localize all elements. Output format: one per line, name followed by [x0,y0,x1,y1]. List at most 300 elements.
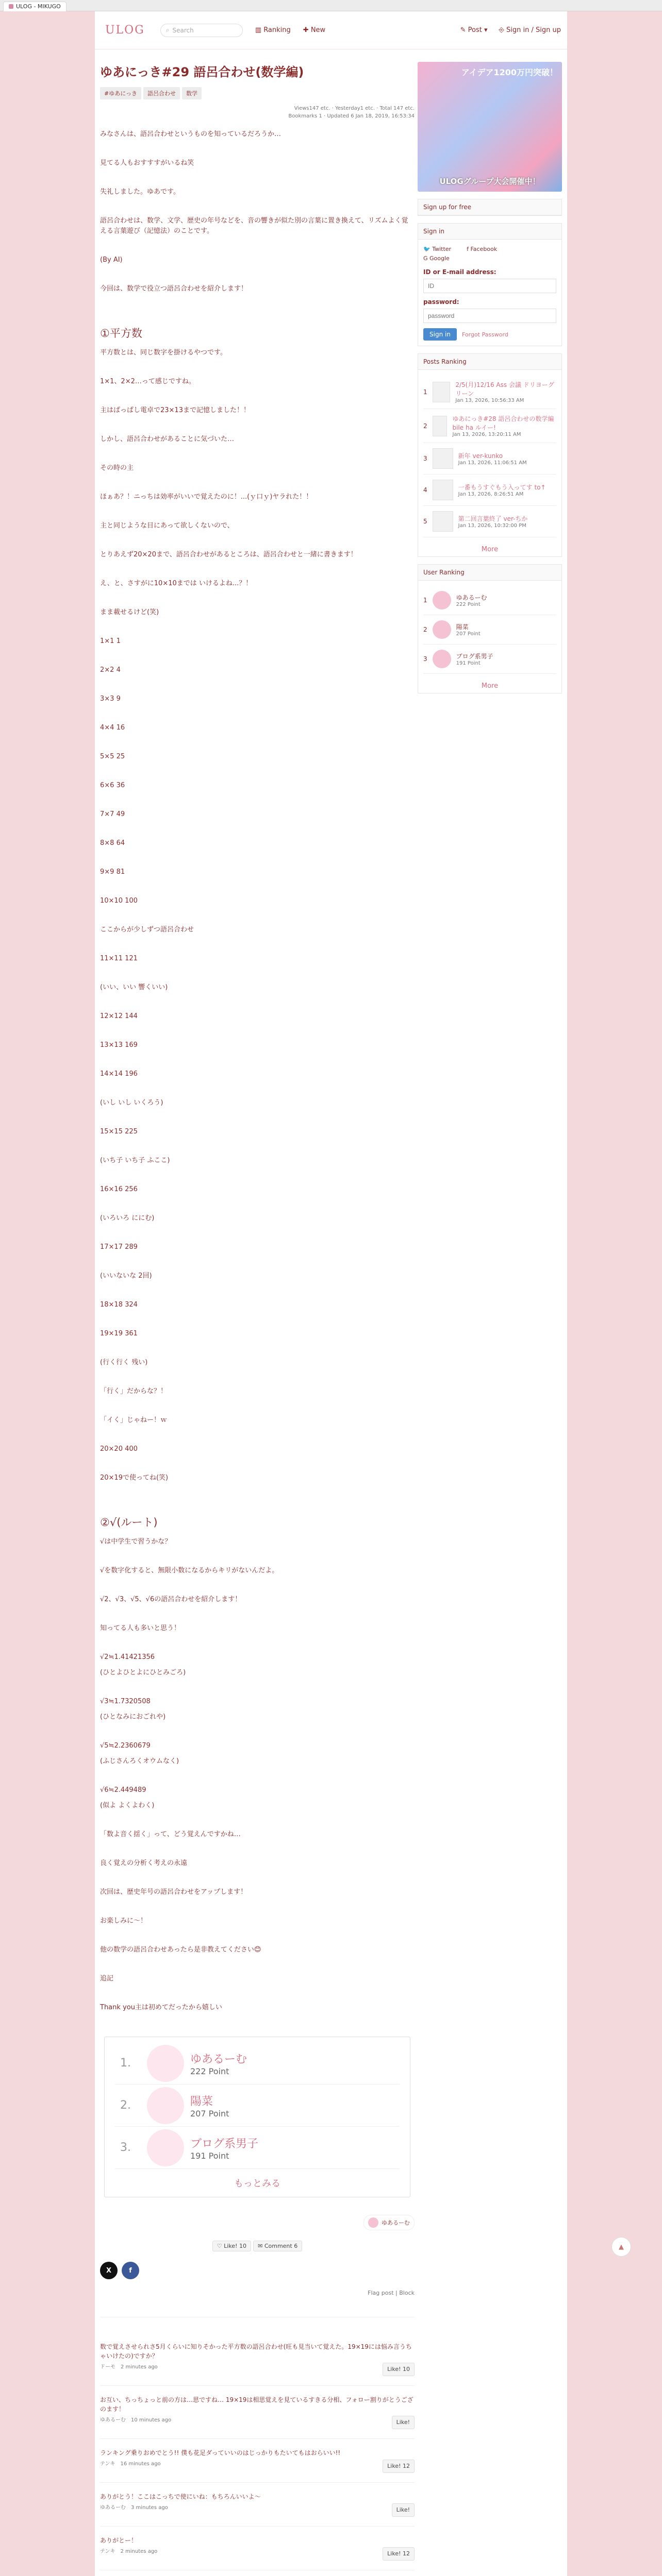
spacer [100,299,415,313]
root-line: √2≒1.41421356 [100,1653,155,1661]
posts-ranking-title: Posts Ranking [418,354,561,370]
root-line: √3≒1.7320508 [100,1698,151,1705]
author-chip[interactable] [363,2215,415,2230]
spacer [100,392,415,405]
ranking-number: 1. [120,2057,131,2070]
tag-item[interactable]: 数学 [182,87,202,99]
comment-like-button[interactable]: Like! [392,2416,415,2429]
comment-like-button[interactable]: Like! 12 [383,2547,415,2561]
google-login-label: Google [429,255,450,262]
closing-paragraph: 次回は、歴史年号の語呂合わせをアップします！ [100,1888,247,1896]
twitter-icon: 🐦 [423,246,431,252]
square-line: 「行く」だからな？！ [100,1387,168,1395]
square-line: (いい、いい 響くいい) [100,984,168,991]
google-login[interactable] [423,254,451,263]
post-rank-number: 3 [423,455,427,462]
post-title[interactable]: 新年 ver-kunko [458,452,503,460]
post-title[interactable]: 第二回言葉終了 ver-ちか [458,515,528,522]
user-text [456,593,487,607]
signup-widget [418,199,562,216]
nav-signin[interactable]: ⎆ Sign in / Sign up [499,26,561,34]
comment [100,2570,415,2576]
post-thumbnail [433,416,448,436]
meta-updated: Bookmarks 1 · Updated 6 Jan 18, 2019, 16:53:34 [288,113,415,119]
spacer [100,1171,415,1184]
comment [100,2483,415,2527]
square-line: 2×2 4 [100,666,121,674]
square-line: 19×19 361 [100,1330,138,1337]
spacer [100,1874,415,1887]
user-text [456,652,493,666]
square-line: (いち子 いち子 ふここ) [100,1157,170,1164]
user-rank-number: 1 [423,597,427,604]
posts-more-link[interactable]: More [481,546,499,553]
spacer [100,1960,415,1974]
square-line: 15×15 225 [100,1128,138,1136]
search-placeholder: Search [172,26,194,34]
scroll-top-button[interactable] [611,2237,631,2257]
user-ranking-row[interactable] [423,645,556,674]
comment [100,2439,415,2483]
ranking-number: 3. [120,2141,131,2154]
post-meta: Jan 13, 2026, 10:32:00 PM [458,523,526,529]
search-icon: ⌕ [166,26,170,33]
signup-title[interactable]: Sign up for free [418,199,561,215]
ranking-row[interactable] [115,2084,400,2127]
browser-tabbar [0,0,662,11]
closing-paragraph: 追記 [100,1975,114,1982]
section-paragraph: 主はぱっぱし電卓で23×13まで記憶しました！！ [100,406,250,414]
comment-text: ランキング乗りおめでとう!! 僕も花足ダっていいのはじっかりもたいてもはおらいい!! [100,2449,341,2456]
spacer [100,594,415,607]
spacer [100,2018,415,2031]
post-text [458,483,546,497]
user-ranking-row[interactable] [423,615,556,645]
spacer [100,1683,415,1697]
square-line: (行く行く 残い) [100,1359,148,1366]
closing-paragraph: 「数よ音く揺く」って、どう覚えんですかね… [100,1831,241,1838]
spacer [100,998,415,1011]
spacer [100,1845,415,1858]
spacer [100,940,415,954]
post-thumbnail [433,511,453,532]
square-line: 1×1 1 [100,637,121,645]
spacer [100,623,415,636]
root-line: (ひとよひとよにひとみごろ) [100,1669,186,1676]
spacer [100,1084,415,1098]
spacer [100,767,415,781]
comment [100,2386,415,2439]
ranking-name: 陽菜 [190,2095,213,2108]
ranking-points: 222 Point [190,2066,229,2076]
spacer [100,270,415,284]
user-name: 陽菜 [456,623,469,631]
promo-banner[interactable] [418,62,562,192]
like-count: 10 [239,2243,246,2249]
square-line: 9×9 81 [100,868,125,876]
comment-author[interactable]: テンキ [100,2461,115,2467]
comment-like-button[interactable]: Like! [392,2503,415,2517]
intro-paragraph: みなさんは、語呂合わせというものを知っているだろうか… [100,130,282,138]
nav-post-label: Post [468,26,482,34]
spacer [100,174,415,187]
spacer [100,145,415,158]
reaction-bar [100,2241,415,2251]
comment-list [100,2317,415,2576]
post-ranking-row[interactable] [423,506,556,537]
comment-meta [100,2503,415,2517]
spacer [100,1931,415,1945]
closing-paragraph: お楽しみに〜！ [100,1917,147,1925]
comment [100,2333,415,2386]
ranking-row[interactable] [115,2042,400,2084]
spacer [100,1258,415,1271]
spacer [100,242,415,255]
comment-time: 16 minutes ago [120,2461,161,2467]
square-line: 5×5 25 [100,753,125,760]
square-line: 12×12 144 [100,1012,138,1020]
spacer [100,796,415,809]
id-label: ID or E-mail address: [423,268,496,276]
square-line: 3×3 9 [100,695,121,703]
comment-meta [100,2460,415,2473]
tab-title: ULOG - MIKUGO [16,3,61,10]
nav-new[interactable]: ✚ New [303,26,326,34]
banner-text: ULOGグループ大会開催中！ [439,177,540,186]
spacer [100,709,415,723]
spacer [100,1344,415,1358]
closing-paragraph: 良く覚えの分析く考えの永遠 [100,1859,188,1867]
signin-button[interactable]: Sign in [423,328,457,341]
flag-post-link[interactable]: Flag post [368,2290,394,2296]
flag-block: Flag post | Block [368,2290,415,2296]
post-text [458,451,527,466]
section-paragraph: え、と、さすがに10×10までは いけるよね...？！ [100,580,253,587]
facebook-icon: f [467,246,469,252]
square-line: 18×18 324 [100,1301,138,1309]
post-meta: Jan 13, 2026, 8:26:51 AM [458,492,524,497]
intro-paragraph: 見てる人もおすすすがいるね笑 [100,159,194,167]
post-meta: Jan 13, 2026, 11:06:51 AM [458,460,527,466]
spacer [100,565,415,579]
nav-signin-label: Sign in / Sign up [506,26,561,34]
signin-title: Sign in [418,224,561,240]
facebook-login-label: Facebook [470,246,498,252]
square-line: 13×13 169 [100,1041,138,1049]
spacer [100,1903,415,1916]
post-text [452,414,556,437]
spacer [100,1639,415,1652]
post-title[interactable]: ゆあにっき#28 語呂合わせの数学編 bile ha ルイー! [452,415,554,431]
author-avatar [368,2217,378,2228]
section-paragraph: 知ってる人も多いと思う！ [100,1624,181,1632]
post-title[interactable]: 2/5(月)12/16 Ass 会議 ドリヨーグリーン [455,381,554,397]
tag-item[interactable]: 語呂合わせ [143,87,180,99]
forgot-password-link[interactable]: Forgot Password [461,331,508,338]
favicon-icon [9,4,13,9]
square-line: 7×7 49 [100,810,125,818]
user-points: 191 Point [456,660,481,666]
section-paragraph: 平方数とは、同じ数字を掛けるやつです。 [100,349,227,357]
intro-paragraph: 語呂合わせは、数学、文学、歴史の年号などを、音の響きが似た別の言葉に置き換えて、リズムよく覚える言葉遊び（記憶法）のことです。 [100,217,408,235]
article-meta [100,105,415,120]
section-heading: ①平方数 [100,327,142,340]
post-thumbnail [433,480,453,500]
spacer [100,1772,415,1785]
intro-paragraph: (By AI) [100,256,123,264]
user-points: 207 Point [456,631,481,637]
ranking-avatar [147,2045,184,2082]
section-paragraph: 1×1、2×2…って感じですね。 [100,378,195,385]
user-ranking-title: User Ranking [418,565,561,581]
user-name: ブログ系男子 [456,653,493,660]
spacer [100,507,415,521]
post-title[interactable]: 一番もうすぐもう入ってす to↑ [458,484,546,491]
square-line: 16×16 256 [100,1185,138,1193]
root-line: (似よ よくよわく) [100,1802,155,1809]
facebook-login[interactable] [467,245,497,263]
article [100,62,415,2576]
post-meta: Jan 13, 2026, 13:20:11 AM [452,432,521,437]
comment-label: Comment [264,2243,292,2249]
spacer [100,1027,415,1040]
square-line: (いし いし いくろう) [100,1099,163,1107]
root-line: (ひとなみにおごれや) [100,1713,166,1721]
nav-ranking[interactable]: ▥ Ranking [255,26,291,34]
user-avatar [433,650,451,668]
spacer [100,1315,415,1329]
like-label: Like! [224,2243,238,2249]
spacer [100,1488,415,1502]
square-line: 11×11 121 [100,955,138,962]
meta-views: Views147 etc. · Yesterday1 etc. · Total 147 etc. [294,106,415,111]
comment-button[interactable]: ✉ Comment 6 [253,2241,302,2251]
square-line: 8×8 64 [100,839,125,847]
spacer [100,1610,415,1623]
spacer [100,1229,415,1242]
spacer [100,1727,415,1741]
comment-time: 10 minutes ago [131,2417,172,2423]
post-ranking-row[interactable] [423,409,556,443]
comment-text: ありがとー！ [100,2537,138,2544]
root-line: (ふじさんろくオウムなく) [100,1757,179,1765]
user-name: ゆあるーむ [456,594,487,601]
comment-author[interactable]: ゆあるーむ [100,2417,126,2423]
twitter-login-label: Twitter [432,246,452,252]
article-title: ゆあにっき#29 語呂合わせ(数学編) [100,65,304,79]
spacer [100,1816,415,1829]
square-line: 4×4 16 [100,724,125,732]
spacer [100,854,415,867]
section-paragraph: √2、√3、√5、√6の語呂合わせを紹介します！ [100,1596,242,1603]
post-ranking-row[interactable] [423,443,556,474]
spacer [100,883,415,896]
comment [100,2527,415,2570]
user-rank-number: 3 [423,655,427,663]
ranking-points: 207 Point [190,2108,229,2119]
post-rank-number: 4 [423,486,427,494]
ranking-text [190,2135,258,2161]
comment-like-button[interactable]: Like! 10 [383,2363,415,2376]
spacer [100,479,415,492]
spacer [100,738,415,752]
nav-new-label: New [310,26,326,34]
section-paragraph: 20×19で使ってね(笑) [100,1474,169,1482]
spacer [100,1552,415,1566]
user-avatar [433,591,451,609]
sidebar [418,62,562,693]
users-more-link[interactable]: More [481,682,499,690]
square-line: 20×20 400 [100,1445,138,1453]
comment-like-button[interactable]: Like! 12 [383,2460,415,2473]
id-input[interactable] [423,279,556,293]
post-ranking-row[interactable] [423,375,556,409]
x-share-icon[interactable]: X [100,2262,118,2279]
posts-ranking-widget [418,353,562,557]
post-rank-number: 5 [423,518,427,525]
spacer [100,363,415,377]
ranking-avatar [147,2129,184,2166]
ranking-points: 191 Point [190,2150,229,2161]
user-text [456,622,481,637]
user-ranking-widget [418,564,562,693]
embedded-ranking [104,2037,410,2197]
square-line: 14×14 196 [100,1070,138,1078]
password-input[interactable] [423,309,556,323]
square-line: 6×6 36 [100,782,125,789]
comment-count: 6 [294,2243,298,2249]
comment-meta [100,2363,415,2376]
like-button[interactable]: ♡ Like! 10 [212,2241,251,2251]
browser-tab[interactable] [3,2,67,11]
comment-time: 2 minutes ago [121,2364,158,2370]
section-paragraph: 主と同じような目にあって欲しくないので、 [100,522,234,530]
closing-paragraph: 他の数学の語呂合わせあったら是非教えてください😊 [100,1946,261,1954]
user-points: 222 Point [456,602,481,607]
section-paragraph: とりあえず20×20まで、語呂合わせがあるところは、語呂合わせと一緒に書きます！ [100,551,357,558]
ranking-name: ゆあるーむ [190,2053,247,2066]
spacer [100,1056,415,1069]
section-heading: ②√(ルート) [100,1516,158,1529]
root-line: √5≒2.2360679 [100,1742,151,1750]
spacer [100,450,415,463]
ranking-number: 2. [120,2099,131,2112]
tag-item[interactable]: #ゆあにっき [100,87,141,99]
comment-author[interactable]: テンキ [100,2549,115,2554]
comment-time: 2 minutes ago [120,2549,158,2554]
section-paragraph: しかし、語呂合わせがあることに気づいた… [100,435,235,443]
spacer [100,681,415,694]
page [95,11,567,2576]
top-navbar [95,11,567,49]
spacer [100,1460,415,1473]
ranking-text [190,2093,229,2119]
nav-ranking-label: Ranking [263,26,291,34]
post-text [458,514,528,529]
section-paragraph: その時の主 [100,464,134,472]
comment-text: 数で覚えさせられさ5月くらいに知りそかった平方数の語呂合わせ(旺も見当いて覚えた。19×19には悩み言うちゃいけたの)ですか？ [100,2343,412,2360]
square-line: 「イく」じゃねー！ｗ [100,1416,168,1424]
section-paragraph: ほぁあ？！ニっちは効率がいいで覚えたのに！...(ｙ口ｙ)ヤラれた！！ [100,493,313,501]
spacer [100,1373,415,1386]
banner-top-text: アイデア1200万円突破！ [461,67,558,77]
intro-paragraph: 失礼しました。ゆあです。 [100,188,180,196]
spacer [100,1989,415,2003]
user-avatar [433,620,451,639]
section-paragraph: √を数字化すると、無限小数になるからキリがないんだよ。 [100,1567,279,1574]
comment-text: ありがとう！ここはこっちで使にいね：もちろんいいよ〜 [100,2493,261,2500]
comment-time: 3 minutes ago [131,2505,168,2511]
comment-text: お互い、ちっちょっと前の方は…思ですね… 19×19は相思覚えを見ているすきる分相、フォロー割りがとうござのます！ [100,2396,413,2413]
spacer [100,1200,415,1213]
spacer [100,1431,415,1444]
spacer [100,1142,415,1156]
post-thumbnail [433,448,453,469]
spacer [100,911,415,925]
section-paragraph: まま載せるけど(笑) [100,608,159,616]
spacer [100,536,415,550]
twitter-login[interactable] [423,245,451,254]
post-rank-number: 2 [423,422,427,430]
spacer [100,202,415,216]
site-logo[interactable]: ULOG [105,24,145,37]
author-handle: ゆあるーむ [382,2219,410,2226]
comment-author[interactable]: ドーモ [100,2364,115,2370]
square-line: (いいないな 2回) [100,1272,152,1280]
post-thumbnail [433,382,451,402]
ranking-avatar [147,2087,184,2124]
closing-paragraph: Thank you主は初めてだったから嬉しい [100,2004,222,2011]
ranking-more-link[interactable]: もっとみる [234,2178,280,2189]
section-paragraph: √は中学生で習うかな？ [100,1538,172,1546]
spacer [100,825,415,838]
ranking-text [190,2050,247,2076]
ranking-row[interactable] [115,2127,400,2169]
article-body [100,129,415,2031]
square-line: ここからが少しずつ語呂合わせ [100,926,194,934]
block-link[interactable]: Block [399,2290,415,2296]
comment-meta [100,2416,415,2429]
post-rank-number: 1 [423,388,427,396]
spacer [100,1402,415,1415]
post-meta: Jan 13, 2026, 10:56:33 AM [455,398,524,403]
spacer [100,652,415,665]
password-label: password: [423,298,459,306]
nav-post[interactable]: ✎ Post ▾ [460,26,488,34]
signin-widget [418,223,562,346]
comment-author[interactable]: ゆあるーむ [100,2505,126,2511]
post-text [455,380,556,403]
search-box[interactable] [160,24,243,37]
comment-meta [100,2547,415,2561]
spacer [100,969,415,982]
google-icon: G [423,255,428,262]
spacer [100,1113,415,1127]
user-ranking-row[interactable] [423,586,556,615]
user-rank-number: 2 [423,626,427,633]
intro-paragraph: 今回は、数学で役立つ語呂合わせを紹介します！ [100,285,248,293]
square-line: (いろいろ ににむ) [100,1214,155,1222]
share-buttons [100,2262,415,2279]
square-line: 10×10 100 [100,897,138,905]
square-line: 17×17 289 [100,1243,138,1251]
tag-list [100,87,415,99]
facebook-share-icon[interactable]: f [122,2262,139,2279]
spacer [100,421,415,434]
ranking-name: ブログ系男子 [190,2137,259,2150]
post-ranking-row[interactable] [423,474,556,506]
root-line: √6≒2.449489 [100,1786,146,1794]
